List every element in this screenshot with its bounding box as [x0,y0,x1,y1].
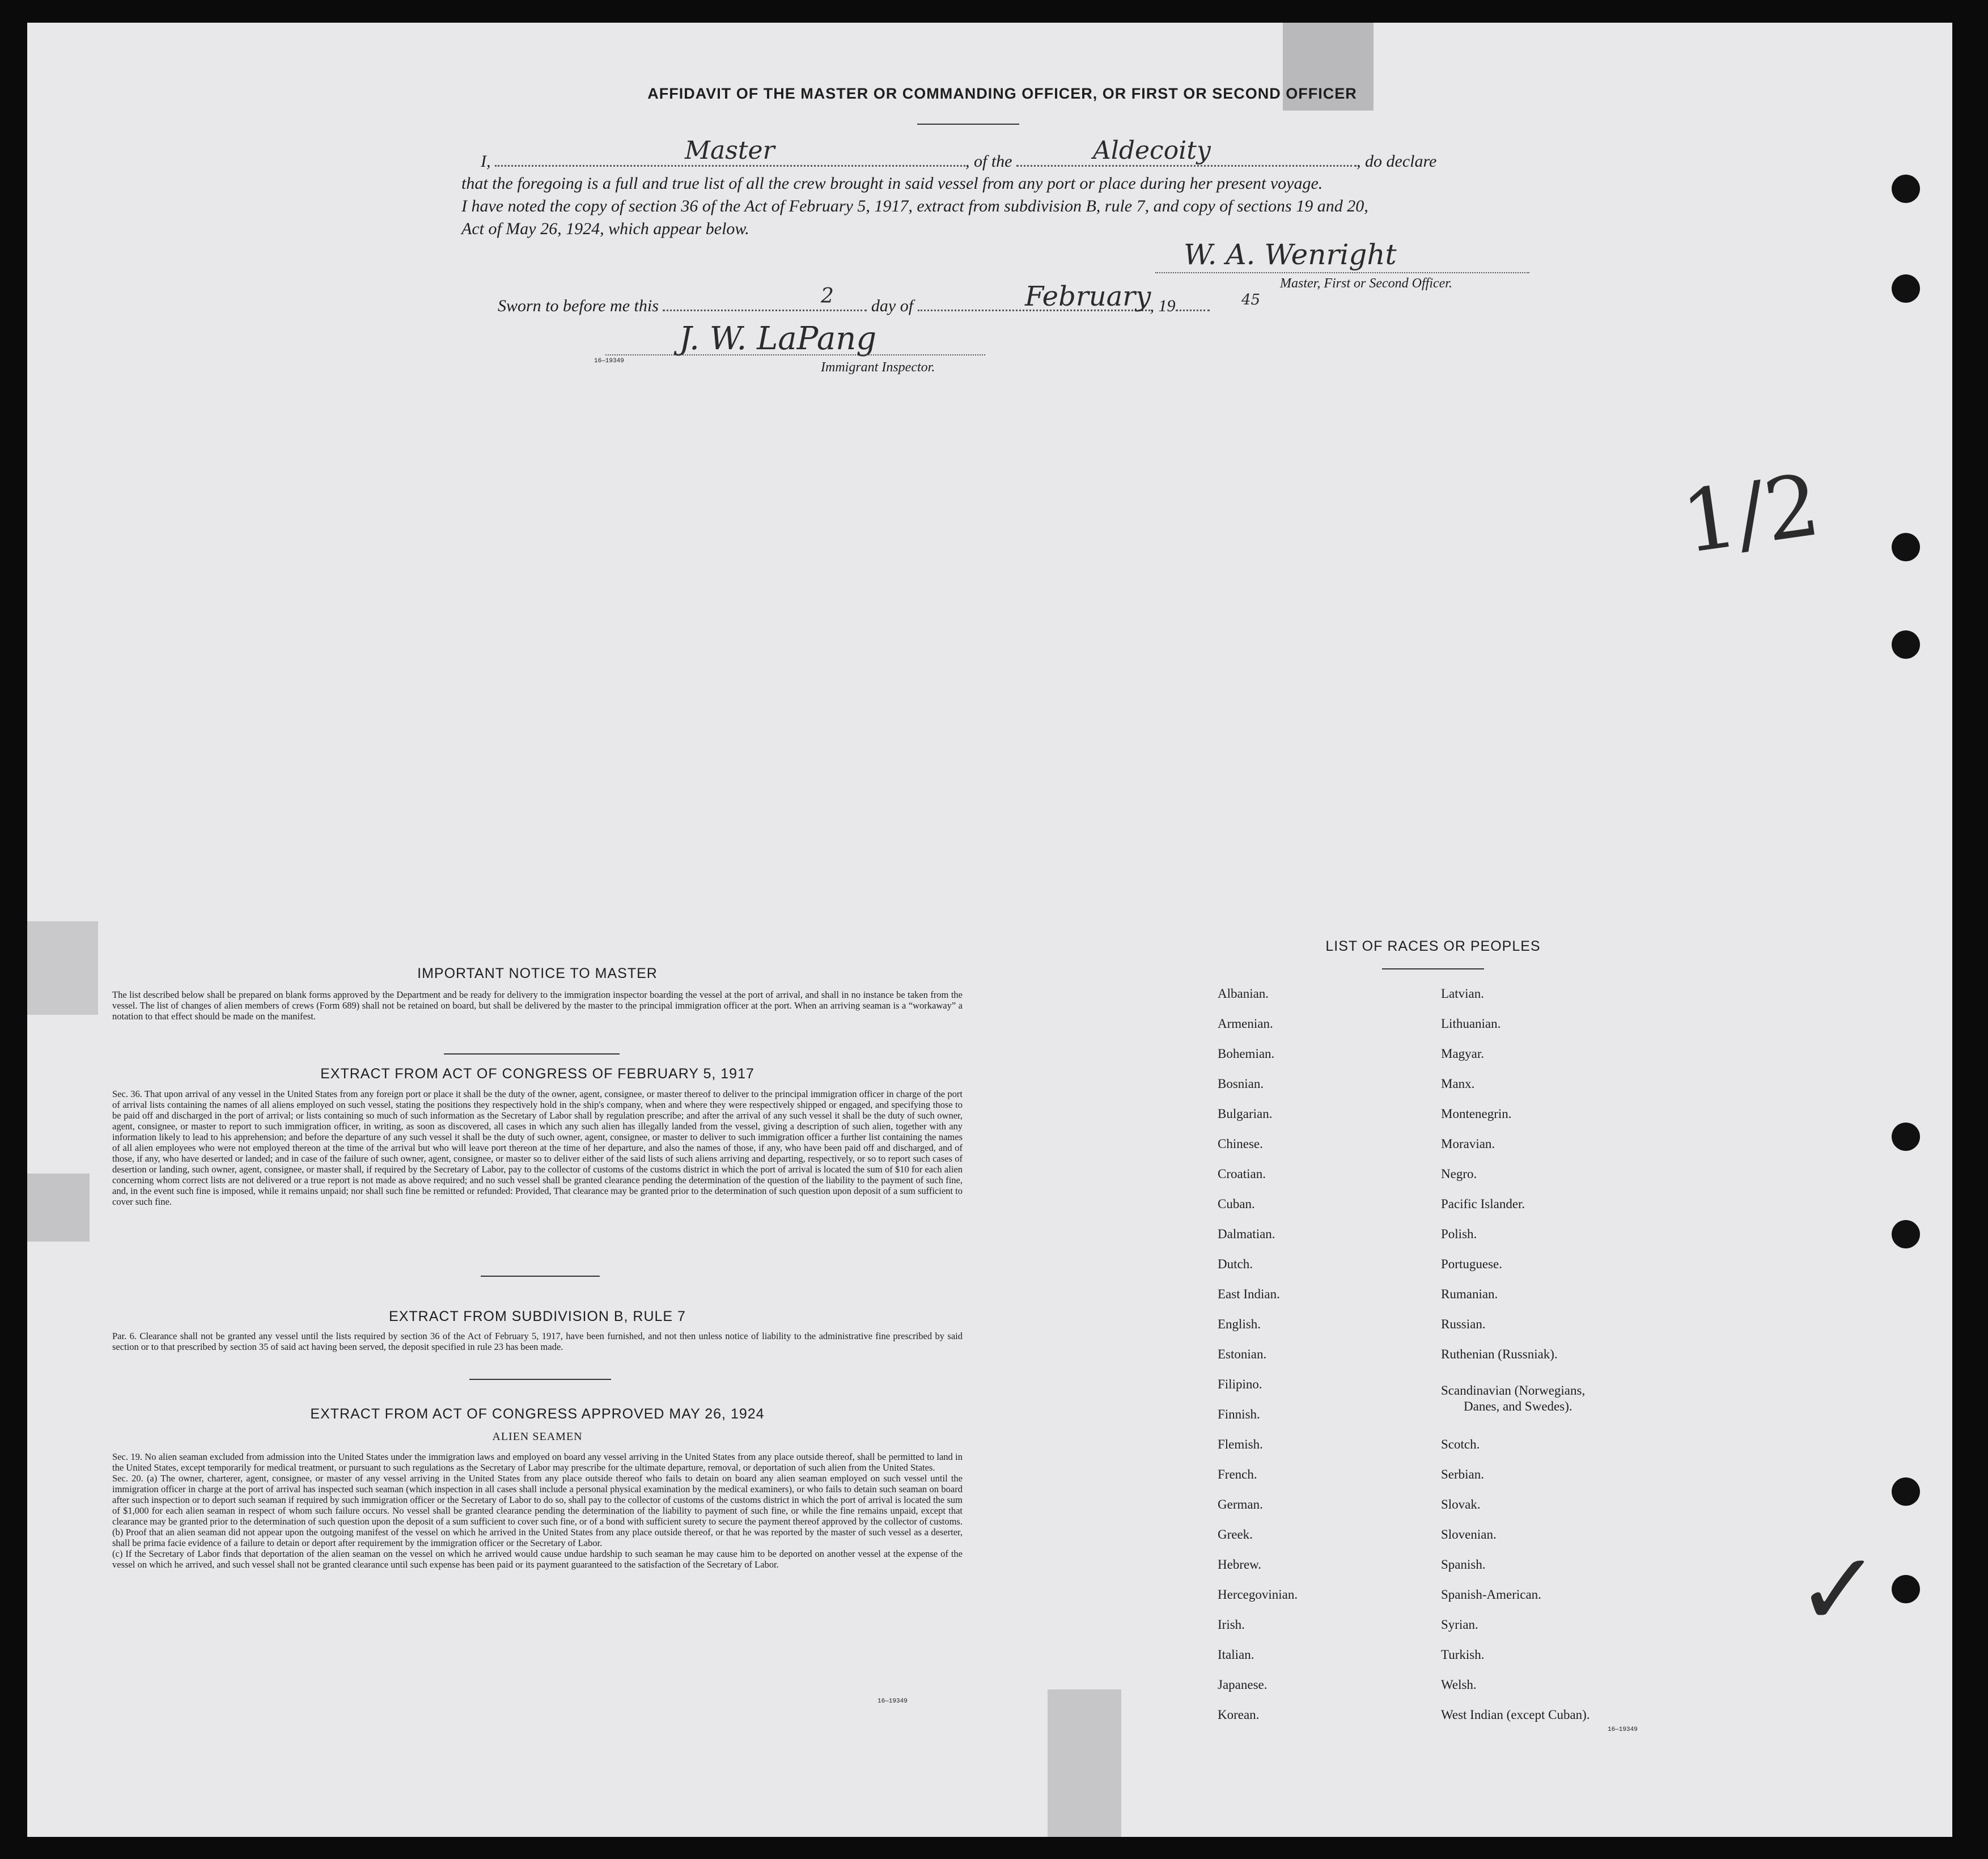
race-right: West Indian (except Cuban). [1441,1708,1590,1722]
race-right: Magyar. [1441,1047,1485,1061]
race-left: French. [1218,1467,1257,1481]
race-right: Lithuanian. [1441,1017,1501,1031]
extract-1924-body [112,1451,963,1570]
race-left: Japanese. [1218,1678,1268,1692]
punch-hole [1892,1220,1920,1248]
title-rule [917,124,1019,125]
punch-hole [1892,1477,1920,1506]
race-right: Spanish. [1441,1557,1486,1572]
race-right: Manx. [1441,1077,1475,1091]
race-left: Greek. [1218,1527,1253,1542]
section-19-text: Sec. 19. No alien seaman excluded from admission into the United States under the immigration laws and employed on board any vessel arriving in the United States from any place outside thereof, shall be permitted to land in the United States, except temporarily for medical treatment, or pursuant to such regulations as the Secretary of Labor may prescribe for the ultimate departure, removal, or deportation of such alien from the United States. [112,1451,963,1473]
handwritten-month: February [1025,281,1151,312]
handwritten-role: Master [685,136,775,165]
inspector-line [605,354,985,355]
affidavit-declare: , do declare [1357,152,1437,171]
race-right: Pacific Islander. [1441,1197,1525,1211]
race-right: Slovenian. [1441,1527,1497,1542]
sworn-line [498,295,1348,317]
race-left: Hebrew. [1218,1557,1262,1572]
tape-mark-bottom [1048,1689,1121,1837]
race-right: Montenegrin. [1441,1107,1512,1121]
year-prefix: , 19 [1150,297,1176,315]
punch-hole [1892,1123,1920,1151]
race-right: Latvian. [1441,986,1484,1001]
race-right: Danes, and Swedes). [1464,1399,1572,1413]
section-20c-text: (c) If the Secretary of Labor finds that deportation of the alien seaman on the vessel on which he arrived would cause undue hardship to such seaman he may cause him to be deported on another vessel at the expense of the vessel on which he arrived, and such vessel shall not be granted clearance until such expense has been paid or its payment guaranteed to the satisfaction of the Secretary of Labor. [112,1548,963,1570]
race-right: Moravian. [1441,1137,1495,1151]
extract-1924-title: EXTRACT FROM ACT OF CONGRESS APPROVED MAY 26, 1924 [310,1406,765,1422]
race-right: Scotch. [1441,1437,1480,1451]
section-20b-text: (b) Proof that an alien seaman did not appear upon the outgoing manifest of the vessel on which he arrived in the United States from any place outside thereof, or that he was reported by the master of such vessel as a deserter, shall be prima facie evidence of a failure to detain or deport after requirement by the immigration officer or the Secretary of Labor. [112,1527,963,1548]
handwritten-day: 2 [821,285,834,308]
race-right: Scandinavian (Norwegians, [1441,1383,1586,1398]
race-left: Cuban. [1218,1197,1255,1211]
race-right: Negro. [1441,1167,1477,1181]
race-left: Armenian. [1218,1017,1273,1031]
race-right: Turkish. [1441,1648,1485,1662]
race-left: East Indian. [1218,1287,1280,1301]
affidavit-i: I, [481,152,491,171]
race-left: Dutch. [1218,1257,1253,1271]
race-left: English. [1218,1317,1261,1331]
races-rule [1382,968,1484,969]
punch-hole [1892,630,1920,659]
races-form-number: 16—19349 [1608,1726,1638,1733]
affidavit-line-1 [481,150,1558,173]
race-left: German. [1218,1497,1263,1511]
affidavit-title: AFFIDAVIT OF THE MASTER OR COMMANDING OFFICER, OR FIRST OR SECOND OFFICER [647,85,1357,102]
race-left: Estonian. [1218,1347,1267,1361]
day-of: day of [871,297,914,315]
race-left: Bohemian. [1218,1047,1275,1061]
handwritten-year: 45 [1241,291,1261,308]
race-right: Spanish-American. [1441,1587,1541,1602]
officer-signature: W. A. Wenright [1184,238,1397,271]
race-left: Croatian. [1218,1167,1266,1181]
race-right: Syrian. [1441,1617,1478,1632]
rule-7-text: Par. 6. Clearance shall not be granted any vessel until the lists required by section 36 of the Act of February 5, 1917, have been furnished, and not then unless notice of liability to the administrative fine prescribed by said section or to that prescribed by section 35 of said act having been served, the deposit specified in rule 23 has been made. [112,1331,963,1352]
day-field [663,298,867,311]
document-page [27,23,1952,1837]
punch-hole [1892,533,1920,561]
race-right: Russian. [1441,1317,1486,1331]
race-right: Rumanian. [1441,1287,1498,1301]
affidavit-of-the: , of the [965,152,1012,171]
race-left: Chinese. [1218,1137,1263,1151]
race-right: Serbian. [1441,1467,1485,1481]
year-field [1176,298,1210,311]
margin-fraction-mark: 1/2 [1676,456,1826,573]
margin-check-mark: ✓ [1796,1531,1881,1649]
affidavit-form-number: 16—19349 [594,358,624,365]
section-20a-text: Sec. 20. (a) The owner, charterer, agent, consignee, or master of any vessel arriving in the United States from any place outside thereof who fails to detain on board any alien seaman employed on such vessel until the immigration officer in charge at the port of arrival has inspected such seaman (which inspection in all cases shall include a personal physical examination by the medical examiners), or who fails to detain such seaman on board after such inspection or to deport such seaman if required by such immigration officer or the Secretary of Labor to do so, shall pay to the collector of customs of the customs district in which the port of arrival is located the sum of $1,000 for each alien seaman in respect of whom such failure occurs. No vessel shall be granted clearance pending the determination of the liability to payment of such fine, or while the fine remains unpaid, except that clearance may be granted prior to the determination of such question upon the deposit of a sum sufficient to cover such fine, or of a bond with sufficient surety to secure the payment thereof approved by the collector of customs. [112,1473,963,1527]
notice-title: IMPORTANT NOTICE TO MASTER [417,966,658,981]
tape-mark-left-upper [27,921,98,1015]
races-title: LIST OF RACES OR PEOPLES [1325,938,1541,954]
punch-hole [1892,274,1920,303]
signature-caption: Master, First or Second Officer. [1280,276,1452,291]
tape-mark-left-lower [27,1174,90,1242]
race-left: Dalmatian. [1218,1227,1275,1241]
notice-rule [444,1053,620,1055]
inspector-signature: J. W. LaPang [679,320,877,357]
inspector-caption: Immigrant Inspector. [821,360,935,375]
extract-1917-title: EXTRACT FROM ACT OF CONGRESS OF FEBRUARY 5, 1917 [320,1066,754,1082]
handwritten-vessel: Aldecoity [1093,136,1211,165]
affidavit-line-4: Act of May 26, 1924, which appear below. [461,219,749,238]
race-left: Albanian. [1218,986,1269,1001]
race-left: Hercegovinian. [1218,1587,1298,1602]
affidavit-line-3: I have noted the copy of section 36 of the Act of February 5, 1917, extract from subdivision B, rule 7, and copy of sections 19 and 20, [461,197,1368,215]
race-left: Bosnian. [1218,1077,1264,1091]
race-left: Bulgarian. [1218,1107,1273,1121]
race-left: Korean. [1218,1708,1260,1722]
punch-hole [1892,1575,1920,1603]
race-left: Italian. [1218,1648,1254,1662]
rule-7-title: EXTRACT FROM SUBDIVISION B, RULE 7 [389,1309,686,1324]
extract-1917-text: Sec. 36. That upon arrival of any vessel in the United States from any foreign port or place it shall be the duty of the owner, agent, consignee, or master thereof to deliver to the principal immigration officer in charge of the port of arrival lists containing the names of all aliens employed on such vessel, stating the positions they respectively hold in the ship's company, when and where they were respectively shipped or engaged, and specifying those to be paid off and discharged in the port of arrival; or lists containing so much of such information as the Secretary of Labor shall by regulation prescribe; and after the arrival of any such vessel it shall be the duty of such owner, agent, consignee, or master to report to such immigration officer, in writing, as soon as discovered, all cases in which any such alien has illegally landed from the vessel, giving a description of such alien, together with any information likely to lead to his apprehension; and before the departure of any such vessel it shall be the duty of such owner, agent, consignee, or master to deliver to such immigration officer a further list containing the names of all alien employees who were not employed thereon at the time of the arrival but who will leave port thereon at the time of her departure, and also the names of those, if any, who have been paid off and discharged, and of those, if any, who have deserted or landed; and in case of the failure of such owner, agent, consignee, or master so to deliver either of the said lists of such aliens arriving and departing, respectively, or so to report such cases of desertion or landing, such owner, agent, consignee, or master shall, if required by the Secretary of Labor, pay to the collector of customs of the customs district in which the port of arrival is located the sum of $10 for each alien concerning whom correct lists are not delivered or a true report is not made as above required; and no such vessel shall be granted clearance pending the determination of the question of the liability to the payment of such fine, and, in the event such fine is imposed, while it remains unpaid; nor shall such fine be remitted or refunded: Provided, That clearance may be granted prior to the determination of such question upon deposit of a sum sufficient to cover such fine. [112,1089,963,1207]
rule-7-rule [469,1379,611,1380]
race-right: Portuguese. [1441,1257,1502,1271]
race-right: Polish. [1441,1227,1477,1241]
race-left: Filipino. [1218,1377,1262,1391]
alien-seamen-subtitle: ALIEN SEAMEN [492,1430,583,1443]
race-left: Finnish. [1218,1407,1260,1421]
notice-text: The list described below shall be prepared on blank forms approved by the Department and be ready for delivery to the immigration inspector boarding the vessel at the port of arrival, and shall in no instance be taken from the vessel. The list of changes of alien members of crews (Form 689) shall not be retained on board, but shall be delivered by the master to the principal immigration officer at the port. When an arriving seaman is a “workaway” a notation to that effect should be made on the manifest. [112,989,963,1022]
race-left: Flemish. [1218,1437,1263,1451]
extract-form-number: 16—19349 [878,1698,908,1705]
race-left: Irish. [1218,1617,1245,1632]
race-right: Slovak. [1441,1497,1481,1511]
affidavit-line-2: that the foregoing is a full and true list of all the crew brought in said vessel from any port or place during her present voyage. [461,174,1323,193]
extract-1917-rule [481,1276,600,1277]
race-right: Welsh. [1441,1678,1477,1692]
sworn-prefix: Sworn to before me this [498,297,659,315]
race-right: Ruthenian (Russniak). [1441,1347,1558,1361]
punch-hole [1892,175,1920,203]
